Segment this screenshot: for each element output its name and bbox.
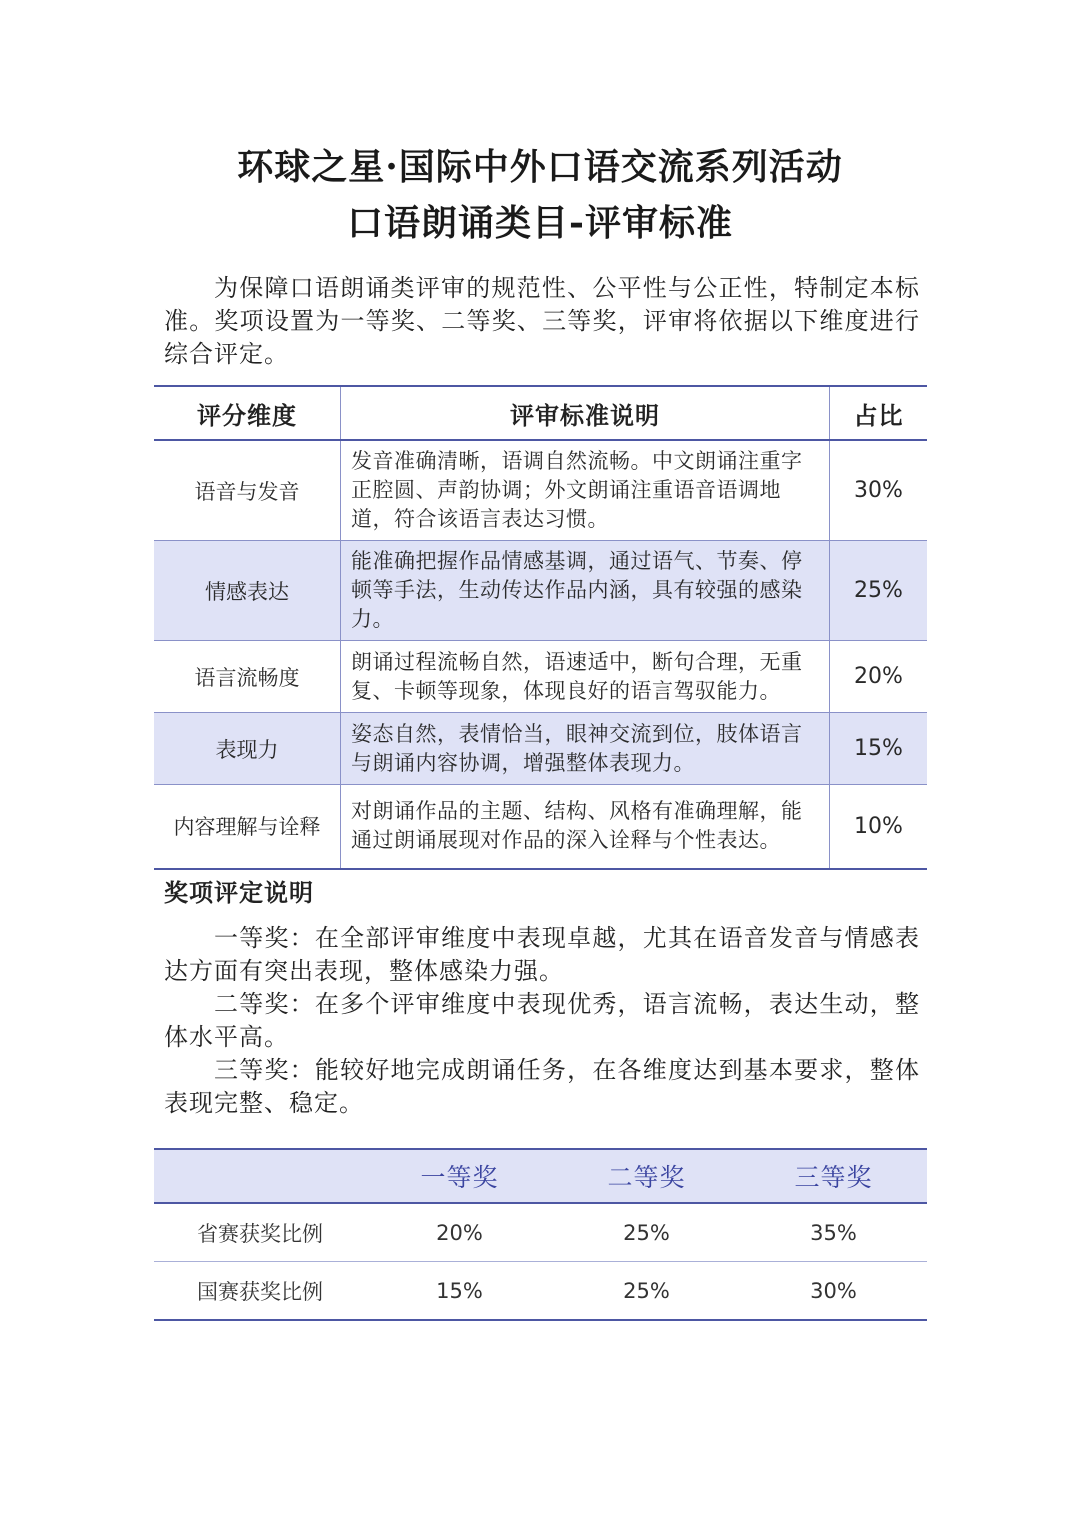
- second-prize-text: 二等奖：在多个评审维度中表现优秀，语言流畅，表达生动，整体水平高。: [164, 990, 920, 1051]
- ratio-cell: 15%: [366, 1262, 553, 1321]
- table-row: [154, 1262, 927, 1321]
- header-dimension: 评分维度: [154, 386, 341, 440]
- table-row: [154, 1203, 927, 1262]
- table-row: [154, 641, 927, 713]
- table-row: [154, 785, 927, 869]
- weight-cell: 30%: [830, 440, 928, 541]
- row-label: 国赛获奖比例: [154, 1262, 366, 1321]
- weight-cell: 20%: [830, 641, 928, 713]
- first-prize-text: 一等奖：在全部评审维度中表现卓越，尤其在语音发音与情感表达方面有突出表现，整体感染力强。: [164, 924, 920, 985]
- header-second-prize: 二等奖: [553, 1149, 740, 1203]
- dimension-cell: 内容理解与诠释: [154, 785, 341, 869]
- ratio-cell: 25%: [553, 1203, 740, 1262]
- description-cell: 能准确把握作品情感基调，通过语气、节奏、停顿等手法，生动传达作品内涵，具有较强的感染力。: [341, 541, 830, 641]
- ratio-header-row: [154, 1149, 927, 1203]
- table-row: [154, 440, 927, 541]
- ratio-cell: 25%: [553, 1262, 740, 1321]
- dimension-cell: 情感表达: [154, 541, 341, 641]
- description-cell: 朗诵过程流畅自然，语速适中，断句合理，无重复、卡顿等现象，体现良好的语言驾驭能力。: [341, 641, 830, 713]
- row-label: 省赛获奖比例: [154, 1203, 366, 1262]
- description-cell: 姿态自然，表情恰当，眼神交流到位，肢体语言与朗诵内容协调，增强整体表现力。: [341, 713, 830, 785]
- ratio-header-blank: [154, 1149, 366, 1203]
- third-prize-text: 三等奖：能较好地完成朗诵任务，在各维度达到基本要求，整体表现完整、稳定。: [164, 1056, 920, 1117]
- table-row: [154, 541, 927, 641]
- criteria-header-row: [154, 386, 927, 440]
- header-third-prize: 三等奖: [740, 1149, 927, 1203]
- awards-section-heading: 奖项评定说明: [164, 878, 314, 907]
- awards-description: [164, 922, 920, 1120]
- table-row: [154, 713, 927, 785]
- ratio-cell: 30%: [740, 1262, 927, 1321]
- dimension-cell: 语言流畅度: [154, 641, 341, 713]
- criteria-table: [154, 385, 927, 870]
- award-ratio-table: [154, 1148, 927, 1321]
- description-cell: 发音准确清晰，语调自然流畅。中文朗诵注重字正腔圆、声韵协调；外文朗诵注重语音语调地道，符合该语言表达习惯。: [341, 440, 830, 541]
- weight-cell: 10%: [830, 785, 928, 869]
- intro-paragraph: 为保障口语朗诵类评审的规范性、公平性与公正性，特制定本标准。奖项设置为一等奖、二等奖、三等奖，评审将依据以下维度进行综合评定。: [164, 274, 920, 368]
- weight-cell: 25%: [830, 541, 928, 641]
- dimension-cell: 语音与发音: [154, 440, 341, 541]
- description-cell: 对朗诵作品的主题、结构、风格有准确理解，能通过朗诵展现对作品的深入诠释与个性表达。: [341, 785, 830, 869]
- weight-cell: 15%: [830, 713, 928, 785]
- document-subtitle: 口语朗诵类目-评审标准: [347, 202, 733, 244]
- dimension-cell: 表现力: [154, 713, 341, 785]
- document-title: 环球之星·国际中外口语交流系列活动: [237, 146, 843, 188]
- header-weight: 占比: [830, 386, 928, 440]
- ratio-cell: 35%: [740, 1203, 927, 1262]
- header-description: 评审标准说明: [341, 386, 830, 440]
- ratio-cell: 20%: [366, 1203, 553, 1262]
- header-first-prize: 一等奖: [366, 1149, 553, 1203]
